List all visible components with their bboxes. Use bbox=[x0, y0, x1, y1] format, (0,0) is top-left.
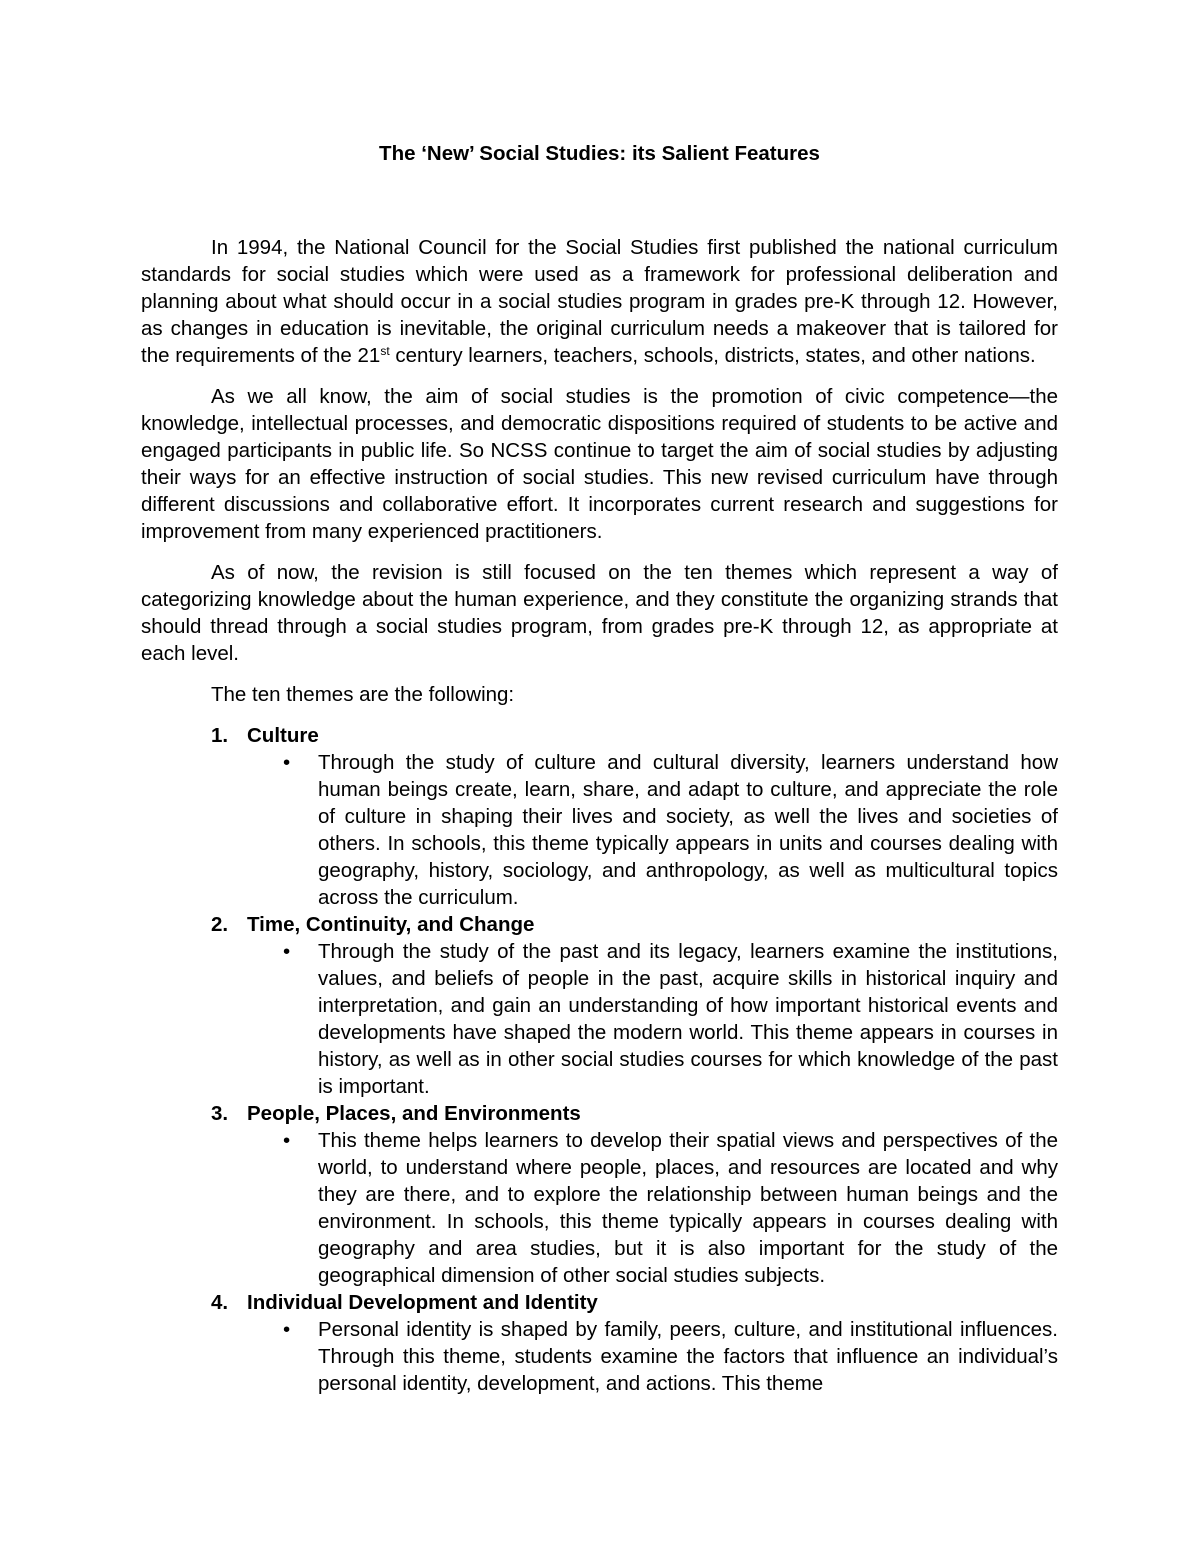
bullet-icon: • bbox=[283, 751, 291, 774]
theme-bullets bbox=[247, 1127, 1058, 1289]
theme-item-culture bbox=[141, 722, 1058, 911]
theme-title: Culture bbox=[247, 724, 319, 747]
theme-description: Through the study of the past and its legacy, learners examine the institutions, values, and beliefs of people in the past, acquire skills in historical inquiry and interpretation, and gain an understanding of how important historical events and developments have shaped the modern world. This theme appears in courses in history, as well as in other social studies courses for which knowledge of the past is important. bbox=[318, 940, 1058, 1098]
theme-title: Individual Development and Identity bbox=[247, 1291, 598, 1314]
bullet-icon: • bbox=[283, 1318, 291, 1341]
paragraph-intro-text: In 1994, the National Council for the Social Studies first published the national curriculum standards for social studies which were used as a framework for professional deliberation and planning about what should occur in a social studies program in grades pre-K through 12. However, as changes in education is inevitable, the original curriculum needs a makeover that is tailored for the requirements of the 21 bbox=[141, 236, 1058, 367]
theme-number: 2. bbox=[211, 913, 229, 936]
theme-item-people-places-environments bbox=[141, 1100, 1058, 1289]
paragraph-intro bbox=[141, 234, 1058, 369]
theme-bullet bbox=[247, 1316, 1058, 1397]
paragraph-aim: As we all know, the aim of social studies is the promotion of civic competence—the knowledge, intellectual processes, and democratic dispositions required of students to be active and engaged participants in public life. So NCSS continue to target the aim of social studies by adjusting their ways for an effective instruction of social studies. This new revised curriculum have through different discussions and collaborative effort. It incorporates current research and suggestions for improvement from many experienced practitioners. bbox=[141, 385, 1058, 543]
document-title: The ‘New’ Social Studies: its Salient Features bbox=[379, 142, 820, 165]
bullet-icon: • bbox=[283, 1129, 291, 1152]
theme-description: Personal identity is shaped by family, peers, culture, and institutional influences. Through this theme, students examine the factors that influence an individual’s personal identity, development, and actions. This theme bbox=[318, 1318, 1058, 1395]
theme-number: 1. bbox=[211, 724, 229, 747]
themes-intro: The ten themes are the following: bbox=[211, 683, 515, 706]
theme-description: Through the study of culture and cultural diversity, learners understand how human beings create, learn, share, and adapt to culture, and appreciate the role of culture in shaping their lives and society, as well the lives and societies of others. In schools, this theme typically appears in units and courses dealing with geography, history, sociology, and anthropology, as well as multicultural topics across the curriculum. bbox=[318, 751, 1058, 909]
theme-bullet bbox=[247, 1127, 1058, 1289]
theme-number: 3. bbox=[211, 1102, 229, 1125]
theme-bullets bbox=[247, 749, 1058, 911]
theme-title: Time, Continuity, and Change bbox=[247, 913, 535, 936]
themes-list bbox=[141, 722, 1058, 1397]
paragraph-intro-text-end: century learners, teachers, schools, districts, states, and other nations. bbox=[389, 344, 1036, 367]
theme-title: People, Places, and Environments bbox=[247, 1102, 581, 1125]
theme-bullet bbox=[247, 749, 1058, 911]
bullet-icon: • bbox=[283, 940, 291, 963]
theme-item-individual-development-identity bbox=[141, 1289, 1058, 1397]
theme-item-time-continuity-change bbox=[141, 911, 1058, 1100]
theme-description: This theme helps learners to develop their spatial views and perspectives of the world, to understand where people, places, and resources are located and why they are there, and to explore the relationship between human beings and the environment. In schools, this theme typically appears in courses dealing with geography and area studies, but it is also important for the study of the geographical dimension of other social studies subjects. bbox=[318, 1129, 1058, 1287]
paragraph-revision: As of now, the revision is still focused on the ten themes which represent a way of categorizing knowledge about the human experience, and they constitute the organizing strands that should thread through a social studies program, from grades pre-K through 12, as appropriate at each level. bbox=[141, 561, 1058, 665]
theme-bullets bbox=[247, 1316, 1058, 1397]
document-page bbox=[141, 140, 1058, 1397]
theme-number: 4. bbox=[211, 1291, 229, 1314]
theme-bullets bbox=[247, 938, 1058, 1100]
superscript-st: st bbox=[380, 344, 390, 358]
theme-bullet bbox=[247, 938, 1058, 1100]
